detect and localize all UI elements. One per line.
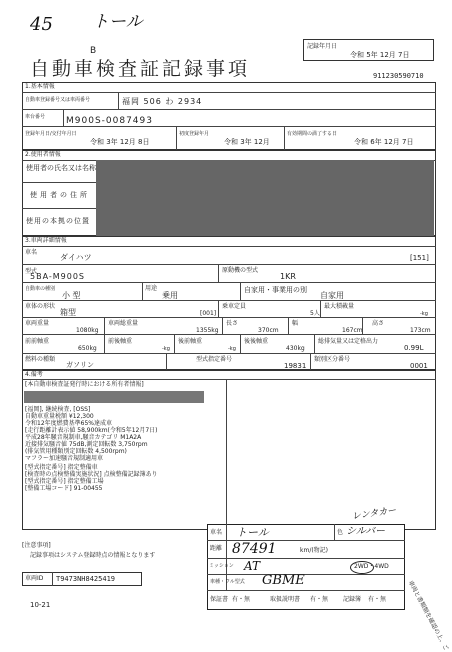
use-value: 乗用 <box>162 291 178 300</box>
sticker-distance-unit: km/(物記) <box>300 547 329 554</box>
sticker-distance-label: 距離 <box>210 545 223 552</box>
sticker-record-value: 有・無 <box>368 596 387 603</box>
reg-number-label: 自動車登録番号又は車両番号 <box>25 97 91 103</box>
length-label: 長さ <box>226 320 239 327</box>
shape-code: [001] <box>200 310 217 317</box>
model-label: 型式 <box>25 268 38 275</box>
rear-front-axle-label: 後前軸重 <box>178 338 203 345</box>
user-base-label: 使用の本拠の位置 <box>26 217 90 225</box>
use-label: 用途 <box>145 285 158 292</box>
note-line: マフラー加速騒音規制適用車 <box>25 455 104 462</box>
expiry-label: 有効期間の満了する日 <box>287 131 338 137</box>
vehicle-id-value: T9473NH8425419 <box>56 575 116 583</box>
sticker-mission-label: ミッション <box>209 563 234 569</box>
max-load-label: 最大積載量 <box>324 303 355 310</box>
sticker-warranty-label: 保証書 <box>210 596 229 603</box>
vin-label: 車台番号 <box>25 114 46 120</box>
rear-front-axle-value: -kg <box>228 346 236 352</box>
document-number: 911230590710 <box>373 72 424 80</box>
rental-label: レンタカー <box>351 505 397 523</box>
note-line: [型式指定番号] 指定整備車 <box>25 464 98 471</box>
sticker-drive-value: 2WD・4WD <box>354 563 389 570</box>
record-date: 令和 5年 12月 7日 <box>350 51 410 59</box>
displacement-value: 0.99L <box>404 344 424 352</box>
shape-value: 箱型 <box>60 308 76 317</box>
sticker-color-value: シルバー <box>346 526 386 537</box>
vin-value: M900S-0087493 <box>66 116 153 126</box>
basic-section-title: 1.基本情報 <box>25 83 55 90</box>
record-date-label: 記録年月日 <box>307 43 338 50</box>
note-line: 平成28年騒音規制車,騒音カテゴリ M1A2A <box>25 434 142 441</box>
model-value: 5BA-M900S <box>30 272 86 281</box>
kind-value: 小 型 <box>62 291 81 300</box>
rear-rear-axle-label: 後後軸重 <box>244 338 269 345</box>
reg-number-value: 福岡 506 わ 2934 <box>122 97 203 106</box>
height-value: 173cm <box>410 327 431 334</box>
user-name-label: 使用者の氏名又は名称 <box>26 164 96 172</box>
note-line: [型式指定番号] 指定整備工場 <box>25 478 104 485</box>
vehicle-section-title: 3.車両詳細情報 <box>25 237 67 244</box>
design-number-value: 19831 <box>284 362 307 370</box>
private-label: 自家用・事業用の別 <box>244 286 307 294</box>
sticker-distance-value: 87491 <box>232 541 277 557</box>
sticker-name-value: トール <box>236 526 269 539</box>
note-line: 令和12年度燃費基準65%達成車 <box>25 420 112 427</box>
note-line: [整備工場コード] 91-00455 <box>25 485 103 492</box>
note-line: [福岡], 継続検査, [OSS] <box>25 406 91 413</box>
capacity-value: 5人 <box>310 310 320 317</box>
private-value: 自家用 <box>320 291 344 300</box>
user-address-label: 使用者の住所 <box>30 191 90 199</box>
notes-section-title: 4.備考 <box>25 371 43 378</box>
engine-value: 1KR <box>280 272 296 281</box>
front-front-axle-value: 650kg <box>78 345 97 352</box>
displacement-label: 総排気量又は定格出力 <box>318 338 379 345</box>
maker-value: ダイハツ <box>60 253 92 262</box>
ownership-title: [本自動車検査証発行時における所有者情報] <box>25 381 144 388</box>
max-load-value: -kg <box>420 311 428 317</box>
drive-circle <box>350 561 374 574</box>
reg-date-value: 令和 3年 12月 8日 <box>90 138 150 146</box>
note-line: [走行距離計表示値 58,900km(令和5年12月7日) <box>25 427 158 434</box>
page-code: 10-21 <box>30 601 51 609</box>
redacted-user-info <box>96 160 434 236</box>
sticker-form-label: 車種・フル型式 <box>210 579 245 585</box>
handwritten-name: トール <box>92 12 143 32</box>
weight-label: 車両重量 <box>25 320 50 327</box>
shape-label: 車体の形状 <box>25 303 56 310</box>
category-label: 類別区分番号 <box>314 356 351 363</box>
gross-label: 車両総重量 <box>108 320 139 327</box>
side-text: 車両と書類類を確認の上、ご <box>406 579 450 652</box>
sticker-manual-label: 取扱説明書 <box>270 596 301 603</box>
handwritten-number: 45 <box>30 14 53 35</box>
sticker-name-label: 車名 <box>210 529 223 536</box>
maker-label: 車名 <box>25 249 38 256</box>
kind-label: 自動車の種別 <box>25 286 56 292</box>
category-value: 0001 <box>410 362 428 370</box>
length-value: 370cm <box>258 327 279 334</box>
reg-date-label: 登録年月日/交付年月日 <box>25 131 77 137</box>
note-line: [検査時の点検整備実施状況] 点検整備記録簿あり <box>25 471 158 478</box>
notice-title: [注意事項] <box>22 542 51 549</box>
expiry-value: 令和 6年 12月 7日 <box>354 138 414 146</box>
rear-rear-axle-value: 430kg <box>286 345 305 352</box>
front-rear-axle-value: -kg <box>162 346 170 352</box>
sticker-form-value: GBME <box>262 573 305 588</box>
front-rear-axle-label: 前後軸重 <box>108 338 133 345</box>
engine-label: 原動機の型式 <box>222 267 259 274</box>
notice-text: 記録事項はシステム登録時点の情報となります <box>30 552 156 559</box>
width-label: 幅 <box>292 320 299 327</box>
user-section-title: 2.使用者情報 <box>25 151 61 158</box>
first-reg-value: 令和 3年 12月 <box>224 138 270 146</box>
capacity-label: 乗車定員 <box>222 303 247 310</box>
fuel-label: 燃料の種類 <box>25 356 56 363</box>
weight-value: 1080kg <box>76 327 99 334</box>
height-label: 高さ <box>372 320 385 327</box>
vehicle-id-label: 車両ID <box>25 575 44 582</box>
sticker-manual-value: 有・無 <box>310 596 329 603</box>
design-number-label: 型式指定番号 <box>196 356 233 363</box>
maker-code: [151] <box>410 254 429 262</box>
sticker-record-label: 記録簿 <box>343 596 362 603</box>
fuel-value: ガソリン <box>66 361 94 369</box>
note-line: 自動車重量税額 ¥12,300 <box>25 413 94 420</box>
sticker-color-label: 色 <box>337 529 344 536</box>
first-reg-label: 初度登録年月 <box>179 131 210 137</box>
note-line: 近接排気騒音値 75dB,測定回転数 3,750rpm <box>25 441 148 448</box>
sticker-warranty-value: 有・無 <box>232 596 251 603</box>
letter-b: B <box>90 46 97 56</box>
redacted-owner <box>24 391 204 403</box>
front-front-axle-label: 前前軸重 <box>25 338 50 345</box>
note-line: (排気管用種類別定回転数 4,500rpm) <box>25 448 127 455</box>
gross-value: 1355kg <box>196 327 219 334</box>
sticker-mission-value: AT <box>244 559 261 573</box>
page-title: 自動車検査証記録事項 <box>30 58 251 80</box>
width-value: 167cm <box>342 327 363 334</box>
